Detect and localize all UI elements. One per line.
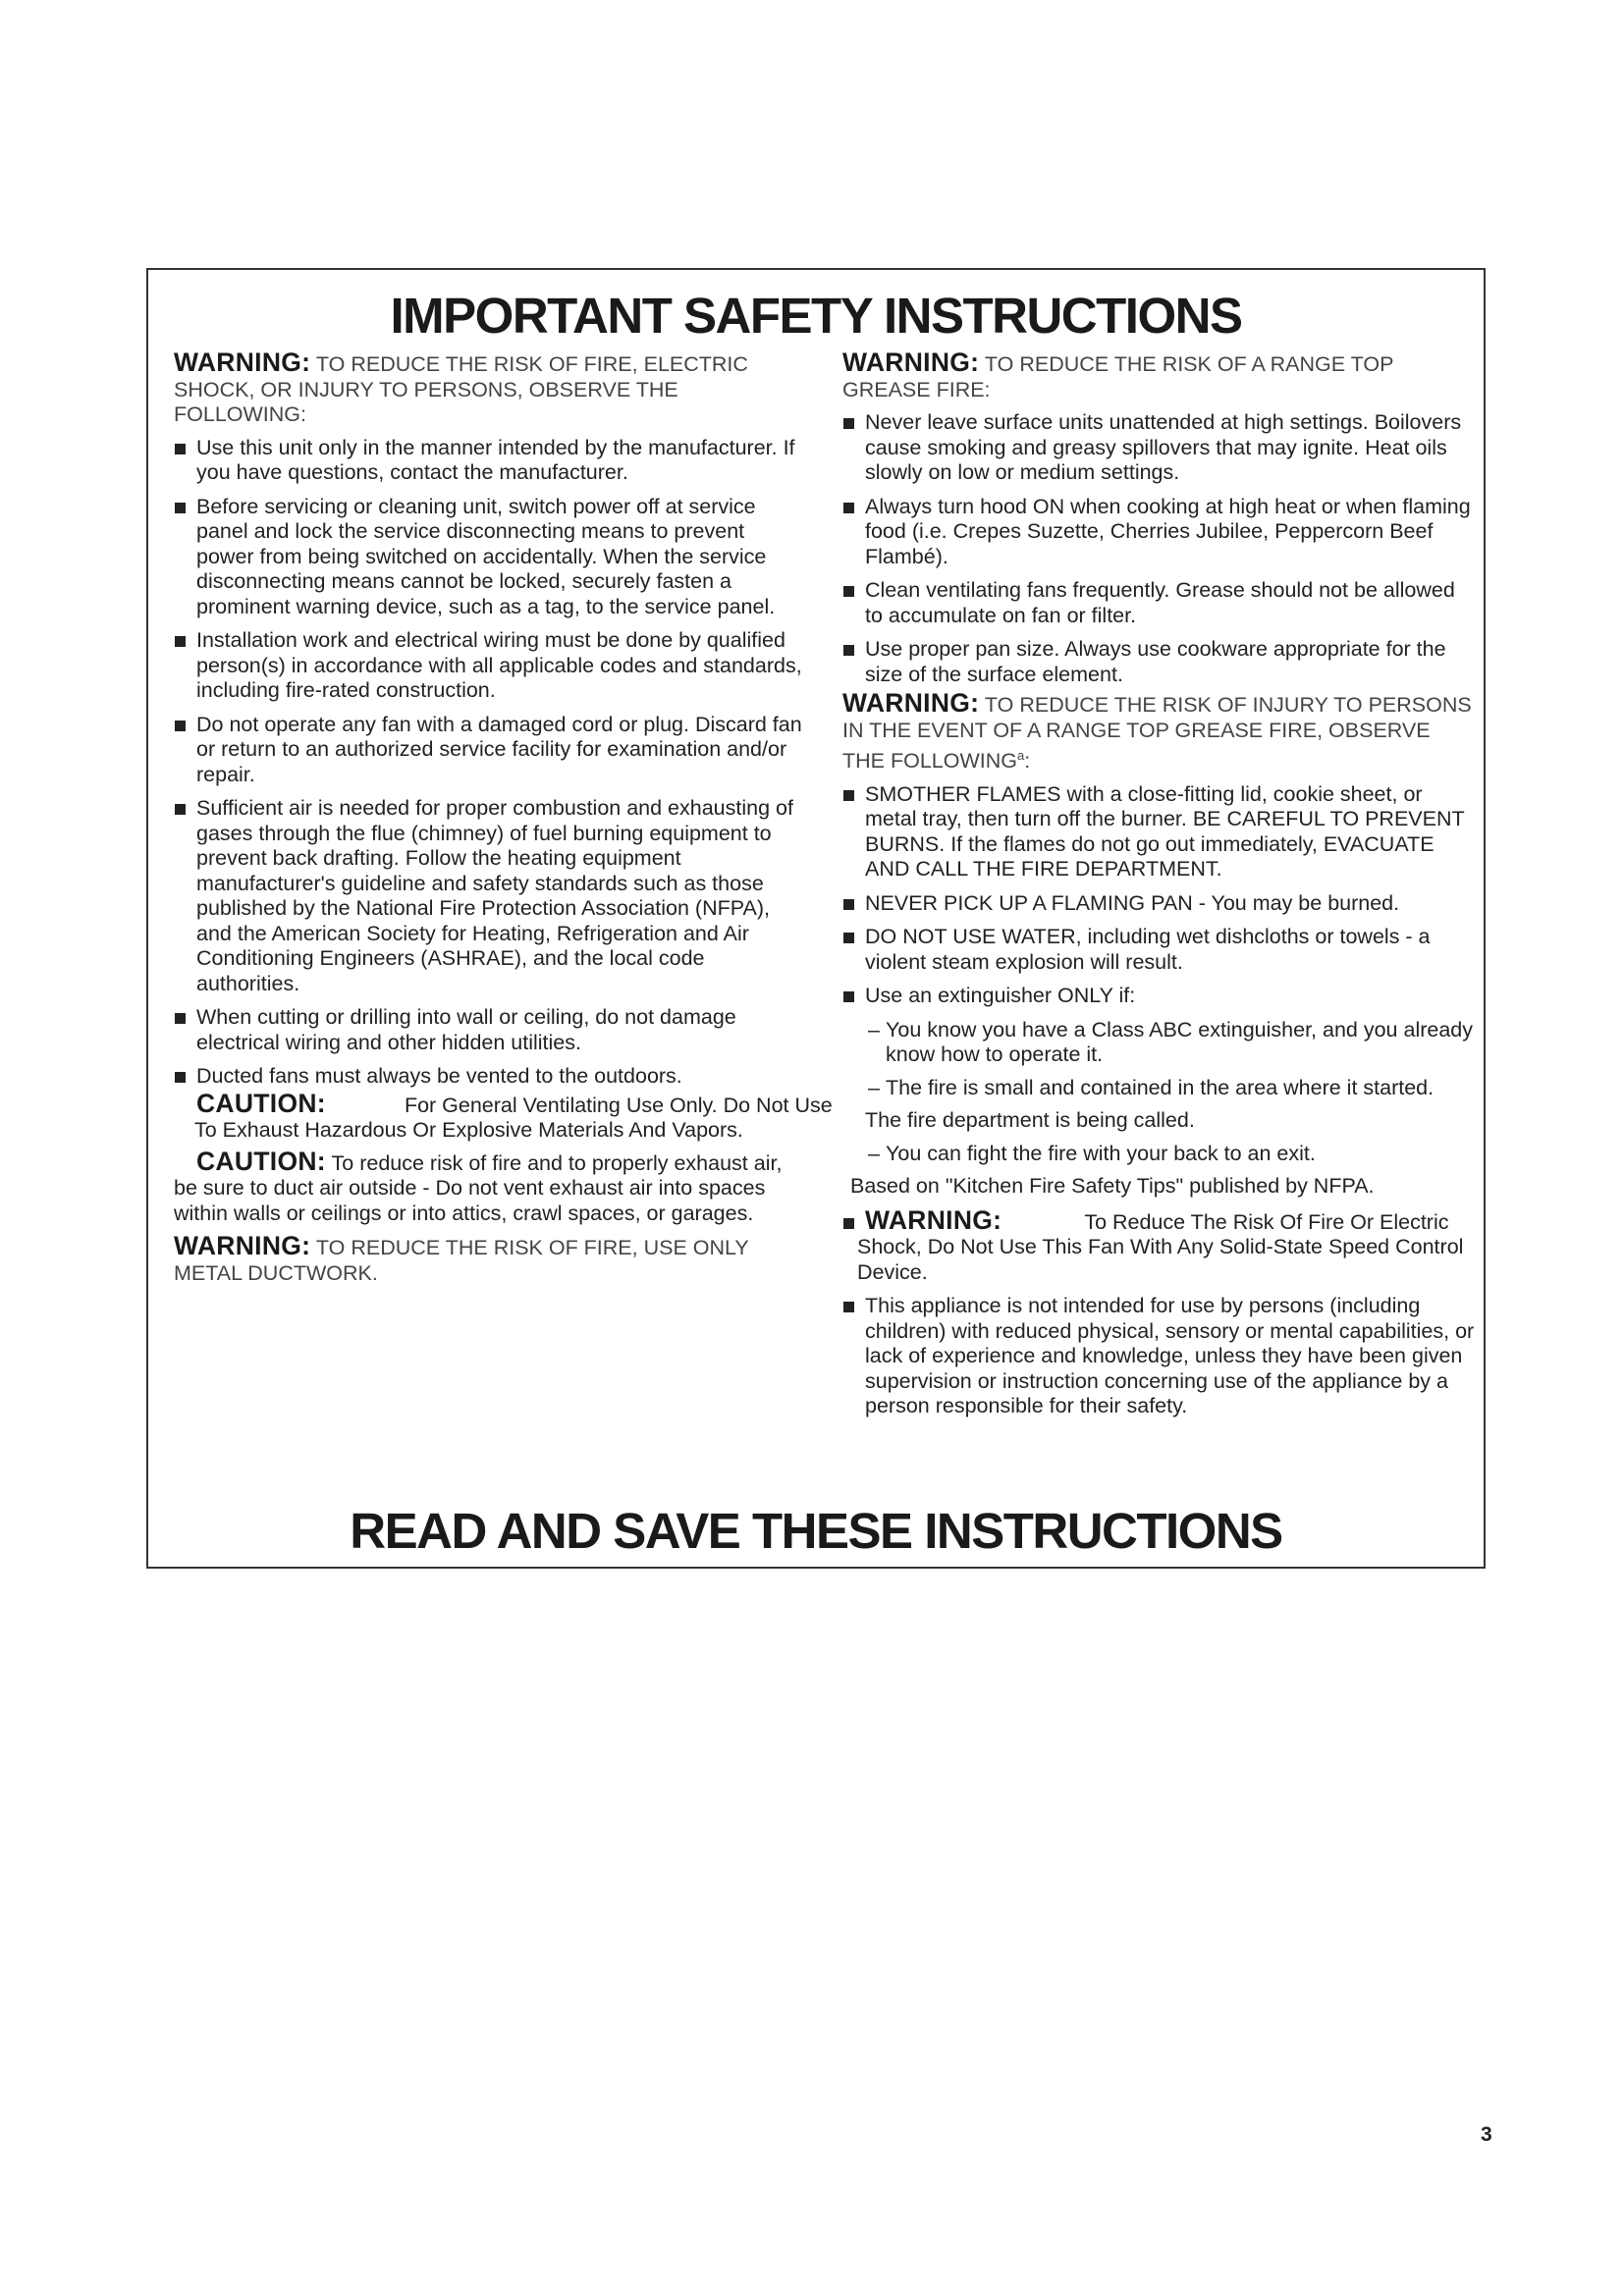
caution-text-a: For General Ventilating Use Only. Do Not Use xyxy=(404,1093,833,1117)
warning-metal-ductwork xyxy=(174,1231,802,1286)
warning-fire-shock xyxy=(174,347,802,428)
list-item: This appliance is not intended for use by persons (including children) with reduced physical, sensory or mental capabilities, or lack of experience and knowledge, unless they have been given supervision or instruction concerning use of the appliance by a person responsible for their safety. xyxy=(842,1294,1476,1419)
list-item: SMOTHER FLAMES with a close-fitting lid, cookie sheet, or metal tray, then turn off the burner. BE CAREFUL TO PREVENT BURNS. If the flames do not go out immediately, EVACUATE AND CALL THE FIRE DEPARTMENT. xyxy=(842,782,1476,882)
warning-label: WARNING: xyxy=(174,1231,311,1260)
page-number: 3 xyxy=(1481,2123,1492,2146)
warning-text: TO REDUCE THE RISK OF FIRE, USE ONLY METAL DUCTWORK. xyxy=(174,1236,749,1285)
warning-solid-state xyxy=(842,1204,1476,1286)
bullet-icon xyxy=(175,1013,186,1024)
right-column xyxy=(842,347,1476,1428)
list-item: Always turn hood ON when cooking at high heat or when flaming food (i.e. Crepes Suzette, Cherries Jubilee, Peppercorn Beef Flambé). xyxy=(842,495,1476,570)
bullet-icon xyxy=(843,790,854,801)
bullet-icon xyxy=(843,1302,854,1312)
dash-icon: – xyxy=(868,1075,880,1099)
list-item: Ducted fans must always be vented to the outdoors. xyxy=(174,1064,802,1090)
list-item: NEVER PICK UP A FLAMING PAN - You may be burned. xyxy=(842,891,1476,917)
list-item: When cutting or drilling into wall or ceiling, do not damage electrical wiring and other hidden utilities. xyxy=(174,1005,802,1055)
warning-label: WARNING: xyxy=(174,347,311,377)
left-column xyxy=(174,347,833,1294)
caution-label: CAUTION: xyxy=(196,1088,326,1118)
caution-text-b: To Exhaust Hazardous Or Explosive Materials And Vapors. xyxy=(194,1118,743,1142)
warning-grease-fire xyxy=(842,347,1476,402)
list-item: Use an extinguisher ONLY if: xyxy=(842,984,1476,1009)
bullet-icon xyxy=(843,645,854,656)
sub-item: – You know you have a Class ABC extinguisher, and you already know how to operate it. xyxy=(868,1017,1474,1067)
warning-text: TO REDUCE THE RISK OF INJURY TO PERSONS IN THE EVENT OF A RANGE TOP GREASE FIRE, OBSERVE THE FOLLOWING xyxy=(842,693,1472,774)
bullet-icon xyxy=(175,503,186,513)
bullet-icon xyxy=(175,1072,186,1083)
list-item: Never leave surface units unattended at high settings. Boilovers cause smoking and greasy spillovers that may ignite. Heat oils slowly on low or medium settings. xyxy=(842,410,1476,486)
sub-item: The fire department is being called. xyxy=(865,1108,1195,1133)
warning-injury-grease-fire: WARNING: TO REDUCE THE RISK OF INJURY TO PERSONS IN THE EVENT OF A RANGE TOP GREASE FIRE, OBSERVE THE FOLLOWING$^a$: xyxy=(842,688,1472,774)
list-item: Do not operate any fan with a damaged cord or plug. Discard fan or return to an authorized service facility for examination and/or repair. xyxy=(174,713,802,788)
page-title: IMPORTANT SAFETY INSTRUCTIONS xyxy=(390,288,1242,344)
dash-icon: – xyxy=(868,1017,880,1041)
list-item: Installation work and electrical wiring must be done by qualified person(s) in accordance with all applicable codes and standards, including fire-rated construction. xyxy=(174,628,802,704)
bullet-icon xyxy=(843,1218,854,1229)
bullet-icon xyxy=(175,444,186,454)
caution-text: To reduce risk of fire and to properly exhaust air, be sure to duct air outside - Do not vent exhaust air into spaces within walls or ceilings or into attics, crawl spaces, or garages. xyxy=(174,1150,783,1225)
bullet-icon xyxy=(175,721,186,731)
source-note: Based on "Kitchen Fire Safety Tips" published by NFPA. xyxy=(850,1174,1375,1199)
dash-icon: – xyxy=(868,1141,880,1165)
caution-general-ventilating xyxy=(194,1088,864,1144)
list-item: Use this unit only in the manner intended by the manufacturer. If you have questions, contact the manufacturer. xyxy=(174,436,802,486)
caution-label: CAUTION: xyxy=(196,1146,326,1176)
warning-label: WARNING: xyxy=(842,347,980,377)
list-item: Sufficient air is needed for proper combustion and exhausting of gases through the flue (chimney) of fuel burning equipment to prevent back drafting. Follow the heating equipment manufacturer's guideline and safety standards such as those published by the National Fire Protection Association (NFPA), and the American Society for Heating, Refrigeration and Air Conditioning Engineers (ASHRAE), and the local code authorities. xyxy=(174,796,802,996)
warning-text: TO REDUCE THE RISK OF FIRE, ELECTRIC SHOCK, OR INJURY TO PERSONS, OBSERVE THE FOLLOWING: xyxy=(174,352,748,426)
bullet-icon xyxy=(843,899,854,910)
safety-instructions-box xyxy=(146,268,1486,1569)
warning-label: WARNING: xyxy=(865,1204,1002,1235)
caution-duct-air xyxy=(174,1146,802,1227)
bullet-icon xyxy=(843,933,854,943)
bullet-icon xyxy=(843,991,854,1002)
bullet-icon xyxy=(843,418,854,429)
sub-item: – The fire is small and contained in the area where it started. xyxy=(868,1075,1435,1099)
bullet-icon xyxy=(175,804,186,815)
bullet-icon xyxy=(175,636,186,647)
list-item: Before servicing or cleaning unit, switch power off at service panel and lock the service disconnecting means to prevent power from being switched on accidentally. When the service disconnecting means cannot be locked, securely fasten a prominent warning device, such as a tag, to the service panel. xyxy=(174,495,802,620)
list-item: DO NOT USE WATER, including wet dishcloths or towels - a violent steam explosion will result. xyxy=(842,925,1476,975)
warning-text: TO REDUCE THE RISK OF A RANGE TOP GREASE FIRE: xyxy=(842,352,1394,401)
footnote-marker: a xyxy=(1016,748,1025,763)
bullet-icon xyxy=(843,503,854,513)
warning-text-b: Shock, Do Not Use This Fan With Any Solid-State Speed Control Device. xyxy=(857,1235,1464,1284)
warning-label: WARNING: xyxy=(842,688,980,718)
list-item: Use proper pan size. Always use cookware appropriate for the size of the surface element. xyxy=(842,637,1476,687)
list-item: Clean ventilating fans frequently. Grease should not be allowed to accumulate on fan or filter. xyxy=(842,578,1476,628)
bullet-icon xyxy=(843,586,854,597)
sub-item: – You can fight the fire with your back to an exit. xyxy=(868,1141,1316,1165)
footer-title: READ AND SAVE THESE INSTRUCTIONS xyxy=(350,1503,1282,1559)
warning-text-a: To Reduce The Risk Of Fire Or Electric xyxy=(1084,1209,1449,1234)
